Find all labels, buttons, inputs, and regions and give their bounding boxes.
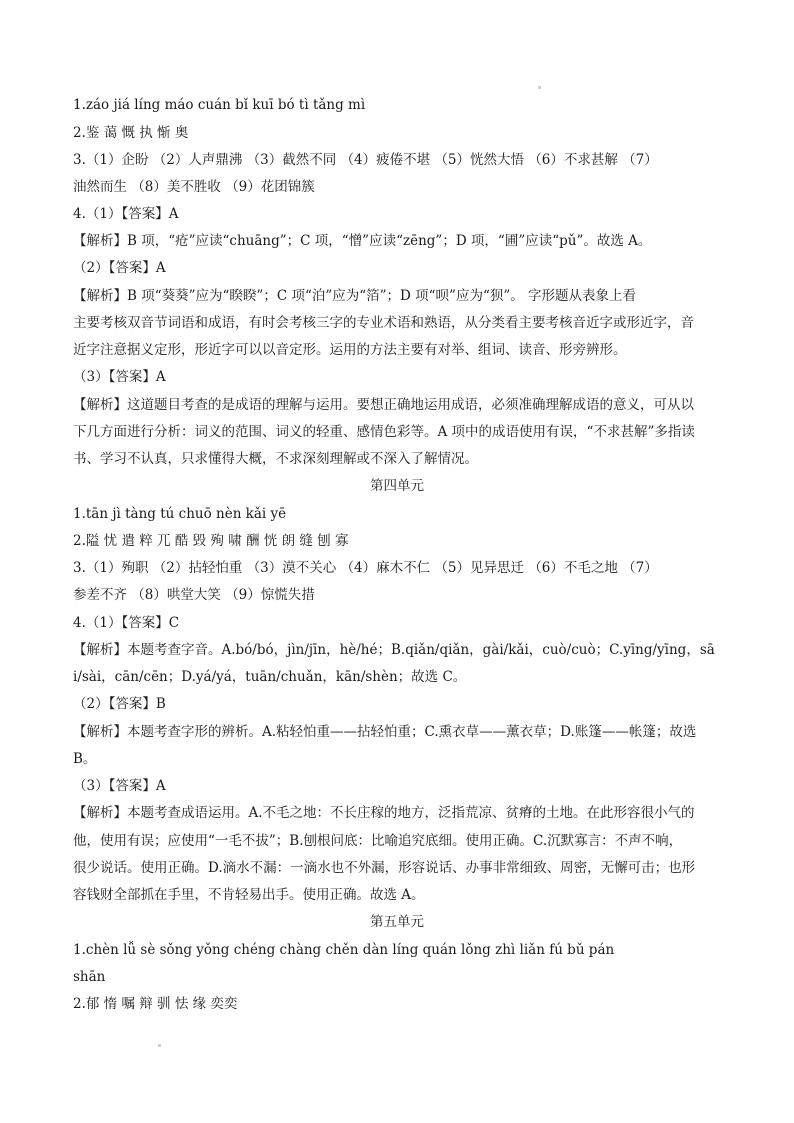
unit4-q4-2-answer: （2）【答案】B: [73, 696, 166, 712]
unit3-q4-1-analysis: 【解析】B 项，“疮”应读“chuāng”；C 项，“憎”应读“zēng”；D 项，“圃”应读“pǔ”。故选 A。: [73, 233, 652, 249]
unit3-q4-2-analysis: 【解析】B 项“葵葵”应为“睽睽”；C 项“泊”应为“箔”；D 项“呗”应为“狈”。 字形题从表象上看: [73, 288, 637, 304]
unit4-q4-1-analysis: 【解析】本题考查字音。A.bó/bó，jìn/jīn，hè/hé；B.qiǎn/qiǎn，gài/kǎi，cuò/cuò；C.yīng/yīng，sā: [73, 642, 715, 658]
scan-speck: [158, 1044, 161, 1047]
unit4-q4-1-analysis-cont: i/sài，cān/cēn；D.yá/yá，tuān/chuǎn，kān/shèn；故选 C。: [73, 669, 467, 685]
unit3-q4-3-analysis-cont: 下几方面进行分析：词义的范围、词义的轻重、感情色彩等。A 项中的成语使用有误，“不求甚解”多指读: [73, 424, 695, 440]
unit4-q4-3-analysis-cont: 他，使用有误；应使用“一毛不拔”；B.刨根问底：比喻追究底细。使用正确。C.沉默寡言：不声不响，: [73, 833, 683, 849]
unit4-q4-2-analysis-cont: B。: [73, 751, 97, 767]
unit3-q4-2-analysis-cont: 主要考核双音节词语和成语，有时会考核三字的专业术语和熟语，从分类看主要考核音近字或形近字，音: [73, 315, 694, 331]
unit4-q4-3-analysis-cont: 很少说话。使用正确。D.滴水不漏：一滴水也不外漏，形容说话、办事非常细致、周密，无懈可击；也形: [73, 860, 696, 876]
unit4-q4-2-analysis: 【解析】本题考查字形的辨析。A.粘轻怕重——拈轻怕重；C.熏衣草——薰衣草；D.账篷——帐篷；故选: [73, 724, 697, 740]
unit4-q3-idioms-cont: 参差不齐 （8）哄堂大笑 （9）惊慌失措: [73, 587, 315, 603]
unit3-q1-pinyin: 1.záo jiá líng máo cuán bǐ kuī bó tì tǎng mì: [73, 97, 366, 113]
section-heading-unit4: 第四单元: [370, 478, 424, 494]
unit4-q4-3-answer: （3）【答案】A: [73, 778, 166, 794]
unit3-q3-idioms: 3.（1）企盼 （2）人声鼎沸 （3）截然不同 （4）疲倦不堪 （5）恍然大悟 （6）不求甚解 （7）: [73, 152, 658, 168]
unit4-q1-pinyin: 1.tān jì tàng tú chuō nèn kǎi yē: [73, 506, 287, 522]
unit4-q4-3-analysis: 【解析】本题考查成语运用。A.不毛之地：不长庄稼的地方，泛指荒凉、贫瘠的土地。在此形容很小气的: [73, 805, 695, 821]
unit3-q3-idioms-cont: 油然而生 （8）美不胜收 （9）花团锦簇: [73, 179, 315, 195]
unit4-q4-3-analysis-cont: 容钱财全部抓在手里，不肯轻易出手。使用正确。故选 A。: [73, 887, 425, 903]
scan-speck: [538, 86, 541, 89]
unit3-q4-1-answer: 4.（1）【答案】A: [73, 206, 179, 222]
unit3-q2-characters: 2.鉴 蔼 慨 执 惭 奥: [73, 125, 189, 141]
unit3-q4-3-analysis: 【解析】这道题目考查的是成语的理解与运用。要想正确地运用成语，必须准确理解成语的意义，可从以: [73, 397, 694, 413]
unit3-q4-2-analysis-cont: 近字注意据义定形，形近字可以以音定形。运用的方法主要有对举、组词、读音、形旁辨形。: [73, 342, 627, 358]
unit5-q2-characters: 2.郁 惰 嘱 辩 驯 怯 缘 奕奕: [73, 996, 238, 1012]
unit3-q4-3-analysis-cont: 书、学习不认真，只求懂得大概，不求深刻理解或不深入了解情况。: [73, 451, 478, 467]
unit5-q1-pinyin-cont: shān: [73, 969, 106, 985]
unit5-q1-pinyin: 1.chèn lǚ sè sǒng yǒng chéng chàng chěn dàn líng quán lǒng zhì liǎn fú bǔ pán: [73, 942, 615, 958]
unit4-q2-characters: 2.隘 忧 遣 粹 兀 酷 毁 殉 啸 酬 恍 朗 缝 刨 寡: [73, 533, 349, 549]
unit4-q3-idioms: 3.（1）殉职 （2）拈轻怕重 （3）漠不关心 （4）麻木不仁 （5）见异思迁 （6）不毛之地 （7）: [73, 560, 658, 576]
unit3-q4-3-answer: （3）【答案】A: [73, 369, 166, 385]
unit4-q4-1-answer: 4.（1）【答案】C: [73, 615, 180, 631]
section-heading-unit5: 第五单元: [370, 914, 424, 930]
unit3-q4-2-answer: （2）【答案】A: [73, 260, 166, 276]
